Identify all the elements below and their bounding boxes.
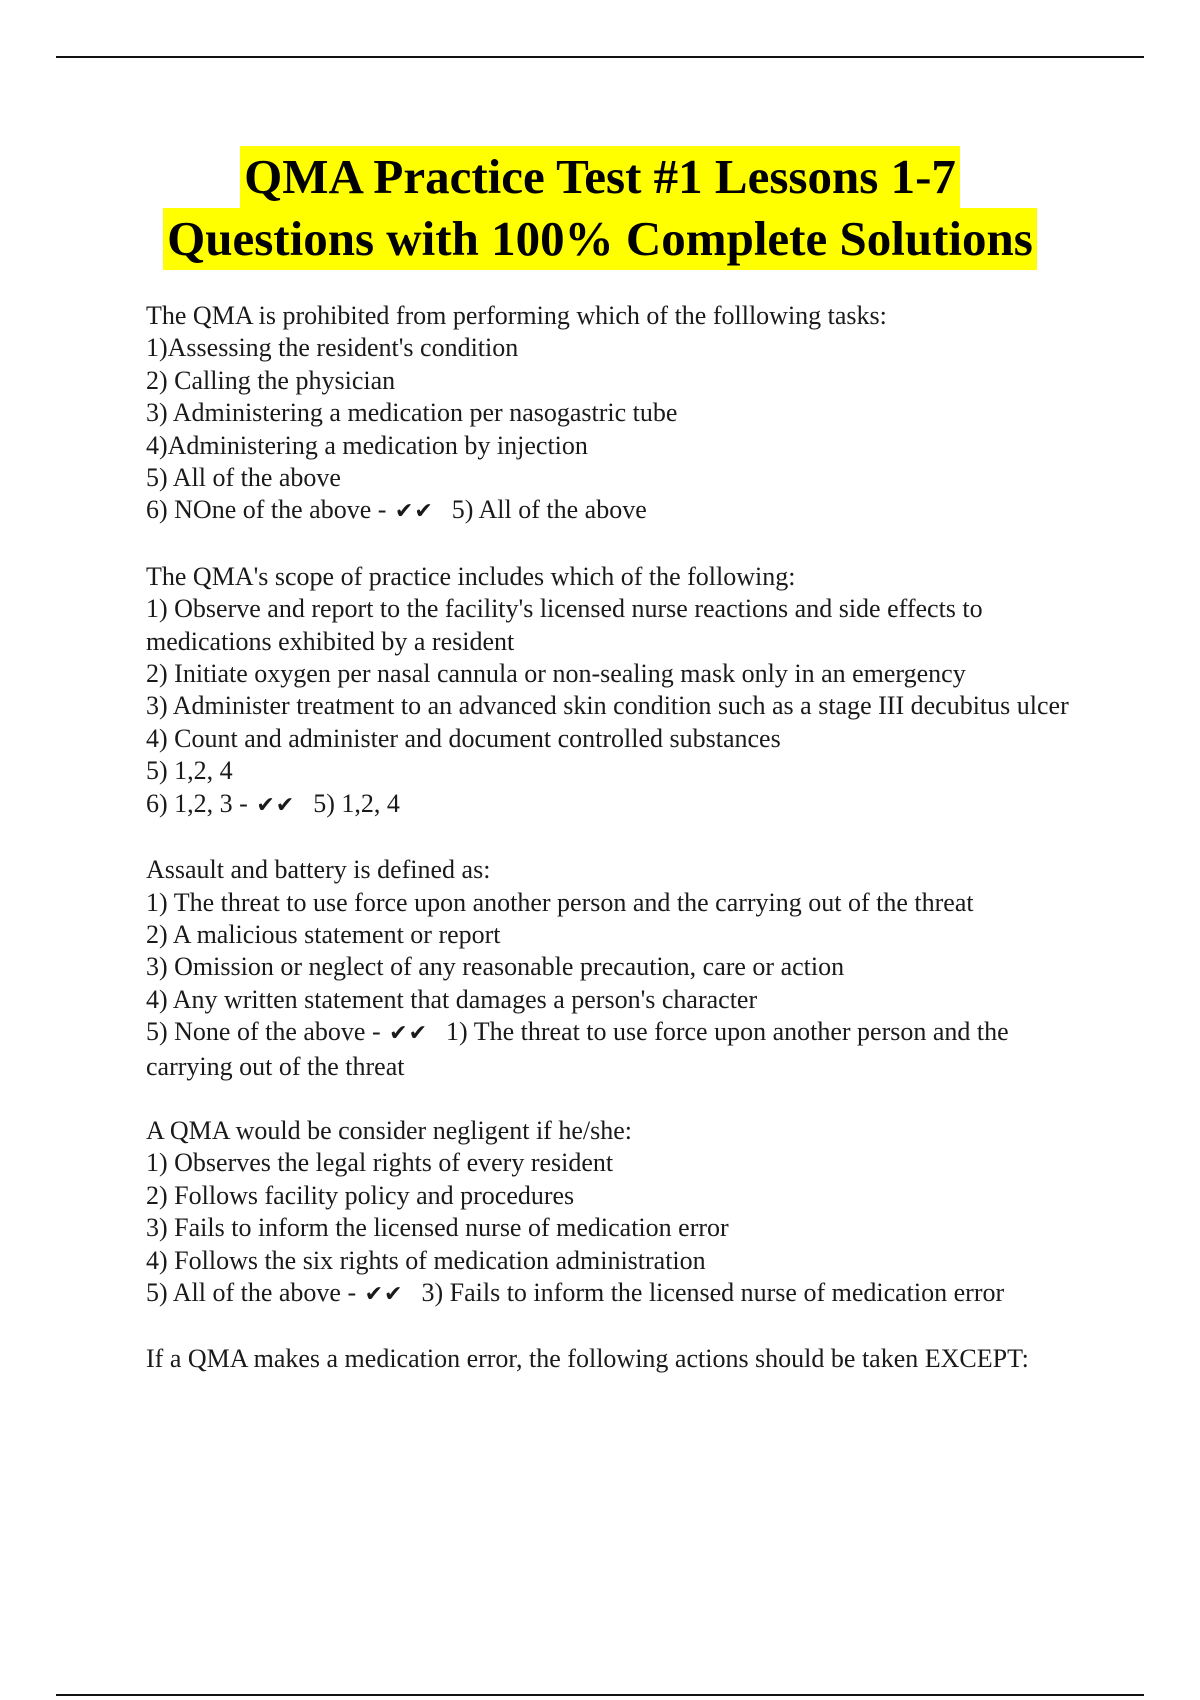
correct-answer: 3) Fails to inform the licensed nurse of medication error: [421, 1277, 1005, 1307]
option-item: 3) Fails to inform the licensed nurse of medication error: [146, 1213, 729, 1243]
question-list: [146, 300, 1096, 1408]
answer-line: [146, 1016, 1096, 1083]
option-item: 5) 1,2, 4: [146, 756, 233, 786]
option-item: 2) Initiate oxygen per nasal cannula or non-sealing mask only in an emergency: [146, 659, 966, 689]
question-prompt: A QMA would be consider negligent if he/she:: [146, 1115, 632, 1145]
question-prompt: The QMA's scope of practice includes which of the following:: [146, 561, 796, 591]
question-block: [146, 854, 1096, 1083]
checkmark-icon: ✔✔: [256, 792, 296, 818]
option-item: 1)Assessing the resident's condition: [146, 333, 519, 363]
option-item: 2) Calling the physician: [146, 365, 396, 395]
option-item: 5) All of the above -: [146, 1277, 357, 1307]
checkmark-icon: ✔✔: [364, 1281, 404, 1307]
answer-line: [146, 494, 1096, 528]
title-line-1: QMA Practice Test #1 Lessons 1-7: [240, 146, 960, 208]
option-item: 6) NOne of the above -: [146, 495, 387, 525]
correct-answer: 5) All of the above: [451, 495, 647, 525]
question-block: [146, 300, 1096, 529]
option-item: 4) Count and administer and document controlled substances: [146, 723, 781, 753]
option-item: 4) Follows the six rights of medication administration: [146, 1245, 706, 1275]
option-item: 1) Observes the legal rights of every resident: [146, 1148, 614, 1178]
option-item: 2) Follows facility policy and procedures: [146, 1180, 575, 1210]
checkmark-icon: ✔✔: [389, 1021, 429, 1047]
question-prompt: The QMA is prohibited from performing which of the folllowing tasks:: [146, 301, 887, 330]
checkmark-icon: ✔✔: [394, 499, 434, 525]
option-item: 4) Any written statement that damages a person's character: [146, 984, 758, 1014]
correct-answer: 1) The threat to use force upon another person and the carrying out of the threat: [146, 1017, 1016, 1081]
correct-answer: 5) 1,2, 4: [313, 788, 400, 818]
option-item: 3) Administer treatment to an advanced skin condition such as a stage III decubitus ulcer: [146, 691, 1069, 721]
bottom-rule: [56, 1694, 1144, 1696]
option-item: 1) Observe and report to the facility's licensed nurse reactions and side effects to medications exhibited by a resident: [146, 594, 990, 656]
option-item: 2) A malicious statement or report: [146, 919, 501, 949]
question-block: [146, 1343, 1096, 1375]
option-item: 5) All of the above: [146, 463, 341, 493]
question-block: [146, 1115, 1096, 1311]
document-title: [0, 146, 1200, 270]
answer-line: [146, 788, 1096, 822]
question-prompt: Assault and battery is defined as:: [146, 855, 491, 885]
option-item: 1) The threat to use force upon another person and the carrying out of the threat: [146, 887, 974, 917]
top-rule: [56, 56, 1144, 58]
answer-line: [146, 1277, 1096, 1311]
question-block: [146, 561, 1096, 822]
option-item: 6) 1,2, 3 -: [146, 788, 248, 818]
option-item: 5) None of the above -: [146, 1017, 381, 1047]
option-item: 3) Omission or neglect of any reasonable precaution, care or action: [146, 952, 845, 982]
option-item: 4)Administering a medication by injection: [146, 430, 588, 460]
option-item: 3) Administering a medication per nasogastric tube: [146, 398, 678, 428]
question-prompt: If a QMA makes a medication error, the following actions should be taken EXCEPT:: [146, 1344, 1029, 1374]
title-line-2: Questions with 100% Complete Solutions: [163, 208, 1037, 270]
